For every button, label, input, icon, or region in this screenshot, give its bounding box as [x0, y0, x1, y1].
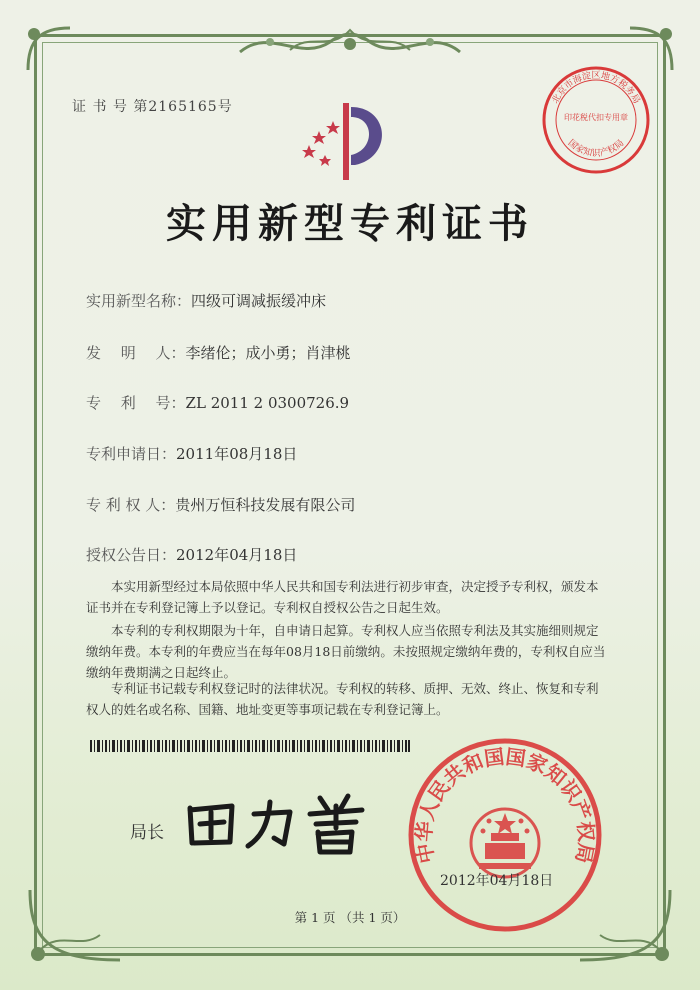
field-value: 四级可调减振缓冲床: [191, 292, 327, 310]
patent-office-logo: [295, 95, 395, 185]
field-label: 发 明 人：: [86, 344, 186, 362]
field-label: 专 利 号：: [86, 394, 186, 412]
tax-stamp-bottom-text: 国家知识产权局: [565, 138, 627, 159]
paragraph-grant: 本实用新型经过本局依照中华人民共和国专利法进行初步审查，决定授予专利权，颁发本证书并在专利登记簿上予以登记。专利权自授权公告之日起生效。: [86, 579, 599, 615]
certificate-title: 实用新型专利证书: [166, 200, 534, 247]
field-value: 2012年04月18日: [176, 546, 298, 564]
top-left-ornament: [20, 20, 80, 80]
director-label: 局长: [130, 823, 164, 843]
seal-ring-text: 中华人民共和国国家知识产权局: [411, 744, 599, 866]
certificate-number: 证 书 号 第2165165号: [72, 99, 233, 115]
field-patentee: [86, 494, 355, 515]
field-utility-model-name: [86, 290, 326, 311]
svg-text:国家知识产权局: [566, 138, 627, 159]
field-label: 专 利 权 人：: [86, 496, 176, 514]
page-number: 第 1 页 （共 1 页）: [294, 910, 406, 925]
svg-text:北京市海淀区地方税务局: [549, 69, 642, 105]
field-grant-date: [86, 544, 297, 565]
paragraph-legal-status: 专利证书记载专利权登记时的法律状况。专利权的转移、质押、无效、终止、恢复和专利权人的姓名或名称、国籍、地址变更等事项记载在专利登记簿上。: [86, 681, 599, 717]
field-value: 贵州万恒科技发展有限公司: [175, 496, 356, 514]
field-application-date: [86, 443, 297, 464]
paragraph-term: 本专利的专利权期限为十年，自申请日起算。专利权人应当依照专利法及其实施细则规定缴纳年费。本专利的年费应当在每年08月18日前缴纳。未按照规定缴纳年费的，专利权自应当缴纳年费期满之日起终止。: [86, 623, 606, 680]
seal-date: 2012年04月18日: [440, 873, 554, 889]
barcode: [90, 740, 410, 752]
field-value: 李绪伦；成小勇；肖津桃: [185, 344, 351, 362]
field-inventors: [86, 342, 351, 363]
field-patent-number: [86, 392, 349, 413]
top-ornament: [230, 22, 470, 66]
official-seal: [405, 735, 605, 935]
tax-stamp-ring-text: 北京市海淀区地方税务局: [550, 71, 642, 106]
field-value: 2011年08月18日: [176, 445, 298, 463]
field-value: ZL 2011 2 0300726.9: [185, 394, 350, 412]
field-label: 授权公告日：: [86, 546, 177, 564]
field-label: 专利申请日：: [86, 445, 177, 463]
national-emblem-icon: [471, 809, 539, 877]
director-signature: [180, 788, 380, 858]
tax-stamp-center-text: 印花税代扣专用章: [564, 113, 628, 122]
field-label: 实用新型名称：: [86, 292, 192, 310]
tax-stamp: [540, 64, 652, 176]
